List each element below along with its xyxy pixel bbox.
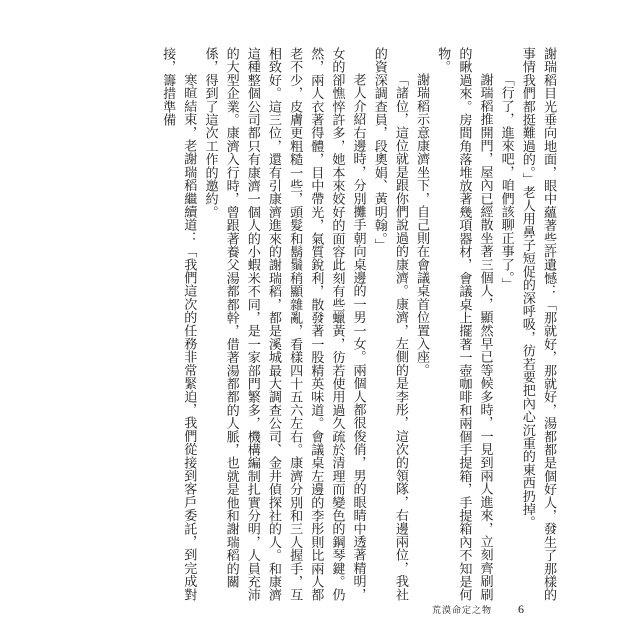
running-title: 荒漠命定之物	[431, 606, 492, 616]
paragraph: 謝瑞稻推開門，屋內已經散坐著三個人，顯然早已等候多時，一見到兩人進來，立刻齊刷刷的瞅過來。房間角落堆放著幾項器材，會議桌上擺著一壺咖啡和兩個手提箱，手提箱內不知是何物。	[435, 47, 493, 602]
paragraph: 「諸位，這位就是跟你們說過的康濟。康濟，左側的是李彤，這次的領隊，右邊兩位，我社的資深調查員，段奧娟、黃明翰。」	[371, 47, 408, 602]
paragraph: 老人介紹右邊時，分別攤手朝向桌邊的一男一女。兩個人都很俊俏，男的眼睛中透著精明，女的卻憔悴許多，她本來姣好的面容此刻有些蠟黃，彷若使用過久疏於清理而變色的鋼琴鍵。仍然，兩人衣著得體，目中帶光，氣質銳利，散發著一股精英味道。會議桌左邊的李彤則比兩人都老不少，皮膚更粗糙一些，頭髮和鬍鬚稍顯雜亂，看樣四十五六左右。康濟分別和三人握手，互相致好。這三位，還有引康濟進來的謝瑞稻，都是溪城最大調查公司、金井偵探社的人。和康濟這種整個公司都只有康濟一個人的小蝦米不同，是一家部門繁多，機構編制扎實分明，人員充沛的大型企業。康濟入行時，曾跟著養父湯都都幹，借著湯都都的人脈，也就是他和謝瑞稻的關係，得到了這次工作的邀約。	[202, 47, 366, 602]
paragraph: 「行了，進來吧，咱們該聊正事了。」	[498, 73, 514, 292]
paragraph: 寒暄結束，老謝瑞稻繼續道：「我們這次的任務非常緊迫，我們從接到客戶委託，到完成對接，籌措準備	[160, 47, 197, 602]
paragraph: 謝瑞稻目光垂向地面，眼中蘊著些許遺憾：「那就好，那就好，湯都都是個好人，發生了那樣的事情我們都挺難過的。」老人用鼻子短促的深呼吸，彷若要把內心沉重的東西扔掉。	[519, 47, 556, 602]
body-text	[82, 47, 559, 607]
page-footer	[432, 602, 524, 617]
paragraph: 謝瑞稻示意康濟坐下，自己則在會議桌首位置入座。	[414, 73, 430, 377]
page-number: 6	[518, 602, 524, 616]
